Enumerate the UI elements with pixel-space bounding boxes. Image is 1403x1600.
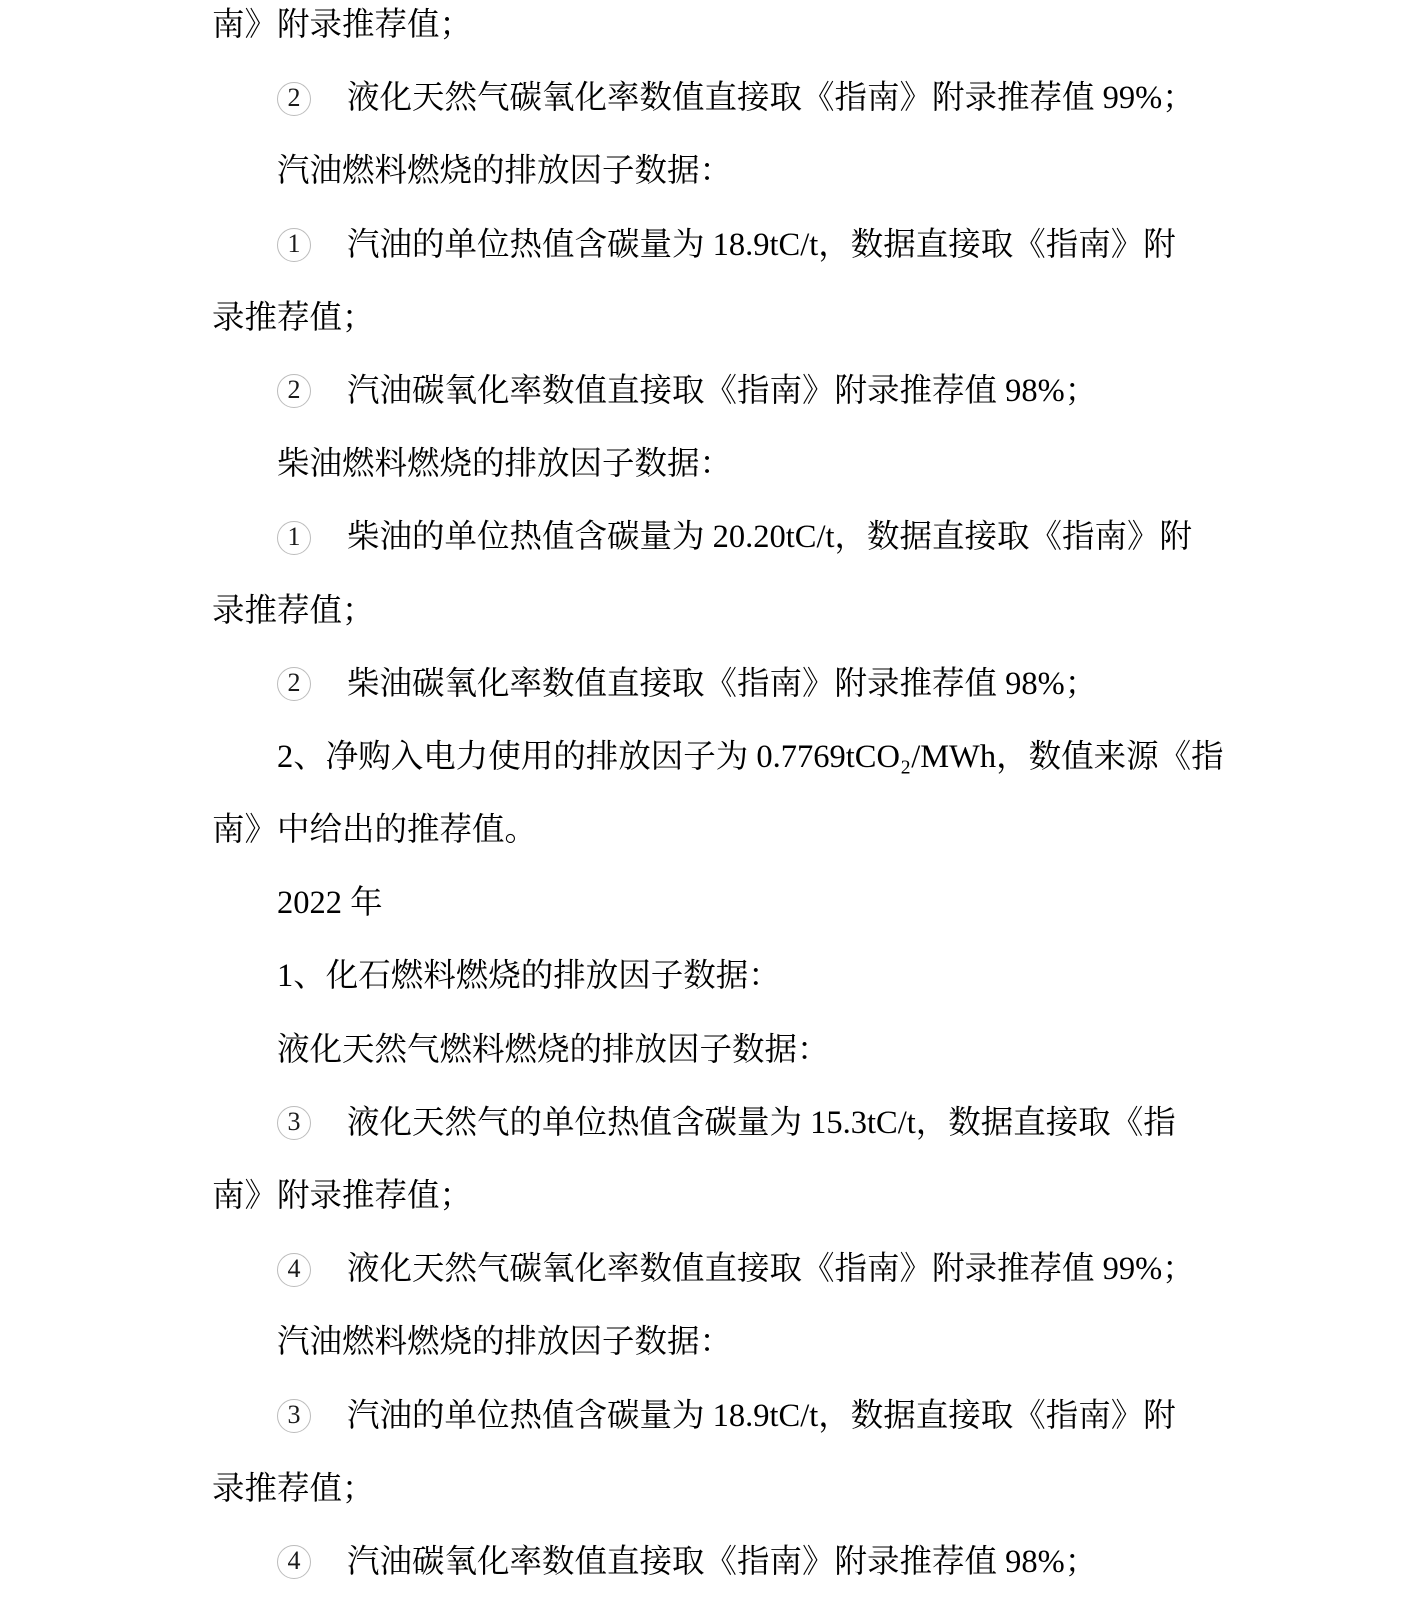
list-item-line: [0, 62, 1403, 135]
line-text: 录推荐值；: [212, 299, 375, 336]
line-text: 液化天然气碳氧化率数值直接取《指南》附录推荐值 99%；: [347, 1251, 1195, 1288]
line-text: 汽油的单位热值含碳量为 18.9tC/t，数据直接取《指南》附: [347, 1397, 1176, 1434]
circled-item-number: 3: [277, 1106, 311, 1140]
paragraph-continuation-line: [0, 282, 1403, 355]
line-text: 南》中给出的推荐值。: [212, 812, 538, 849]
line-text: 2、净购入电力使用的排放因子为 0.7769tCO₂/MWh，数值来源《指: [277, 738, 1224, 775]
paragraph-start-line: [0, 428, 1403, 501]
line-text: 录推荐值；: [212, 592, 375, 629]
line-text: 柴油燃料燃烧的排放因子数据：: [277, 446, 733, 483]
list-item-line: [0, 1233, 1403, 1306]
line-text: 汽油碳氧化率数值直接取《指南》附录推荐值 98%；: [347, 1543, 1098, 1580]
line-text: 汽油燃料燃烧的排放因子数据：: [277, 153, 733, 190]
line-text: 南》附录推荐值；: [212, 1178, 473, 1214]
line-text: 液化天然气的单位热值含碳量为 15.3tC/t，数据直接取《指: [347, 1104, 1176, 1141]
paragraph-continuation-line: [0, 575, 1403, 648]
line-text: 1、化石燃料燃烧的排放因子数据：: [277, 958, 781, 995]
circled-item-number: 2: [277, 82, 311, 116]
circled-item-number: 1: [277, 228, 311, 262]
list-item-line: [0, 1087, 1403, 1160]
line-text: 汽油的单位热值含碳量为 18.9tC/t，数据直接取《指南》附: [347, 226, 1176, 263]
list-item-line: [0, 1380, 1403, 1453]
line-text: 柴油的单位热值含碳量为 20.20tC/t，数据直接取《指南》附: [347, 519, 1193, 556]
line-text: 汽油燃料燃烧的排放因子数据：: [277, 1324, 733, 1361]
year-heading-line: [0, 867, 1403, 940]
paragraph-continuation-line: [0, 0, 1403, 62]
paragraph-continuation-line: [0, 794, 1403, 867]
paragraph-continuation-line: [0, 1160, 1403, 1233]
paragraph-start-line: [0, 1014, 1403, 1087]
list-item-line: [0, 355, 1403, 428]
list-item-line: [0, 209, 1403, 282]
line-text: 汽油碳氧化率数值直接取《指南》附录推荐值 98%；: [347, 372, 1098, 409]
circled-item-number: 4: [277, 1253, 311, 1287]
circled-item-number: 2: [277, 667, 311, 701]
list-item-line: [0, 501, 1403, 574]
circled-item-number: 2: [277, 374, 311, 408]
paragraph-start-line: [0, 940, 1403, 1013]
paragraph-continuation-line: [0, 1453, 1403, 1526]
line-text: 录推荐值；: [212, 1470, 375, 1507]
line-text: 南》附录推荐值；: [212, 7, 473, 43]
line-text: 液化天然气燃料燃烧的排放因子数据：: [277, 1031, 830, 1068]
list-item-line: [0, 1526, 1403, 1599]
paragraph-start-line: [0, 135, 1403, 208]
paragraph-start-line: [0, 1306, 1403, 1379]
circled-item-number: 3: [277, 1399, 311, 1433]
circled-item-number: 1: [277, 521, 311, 555]
line-text: 液化天然气碳氧化率数值直接取《指南》附录推荐值 99%；: [347, 80, 1195, 117]
paragraph-start-line: [0, 721, 1403, 794]
line-text: 柴油碳氧化率数值直接取《指南》附录推荐值 98%；: [347, 665, 1098, 702]
circled-item-number: 4: [277, 1545, 311, 1579]
line-text: 2022 年: [277, 885, 383, 922]
list-item-line: [0, 648, 1403, 721]
